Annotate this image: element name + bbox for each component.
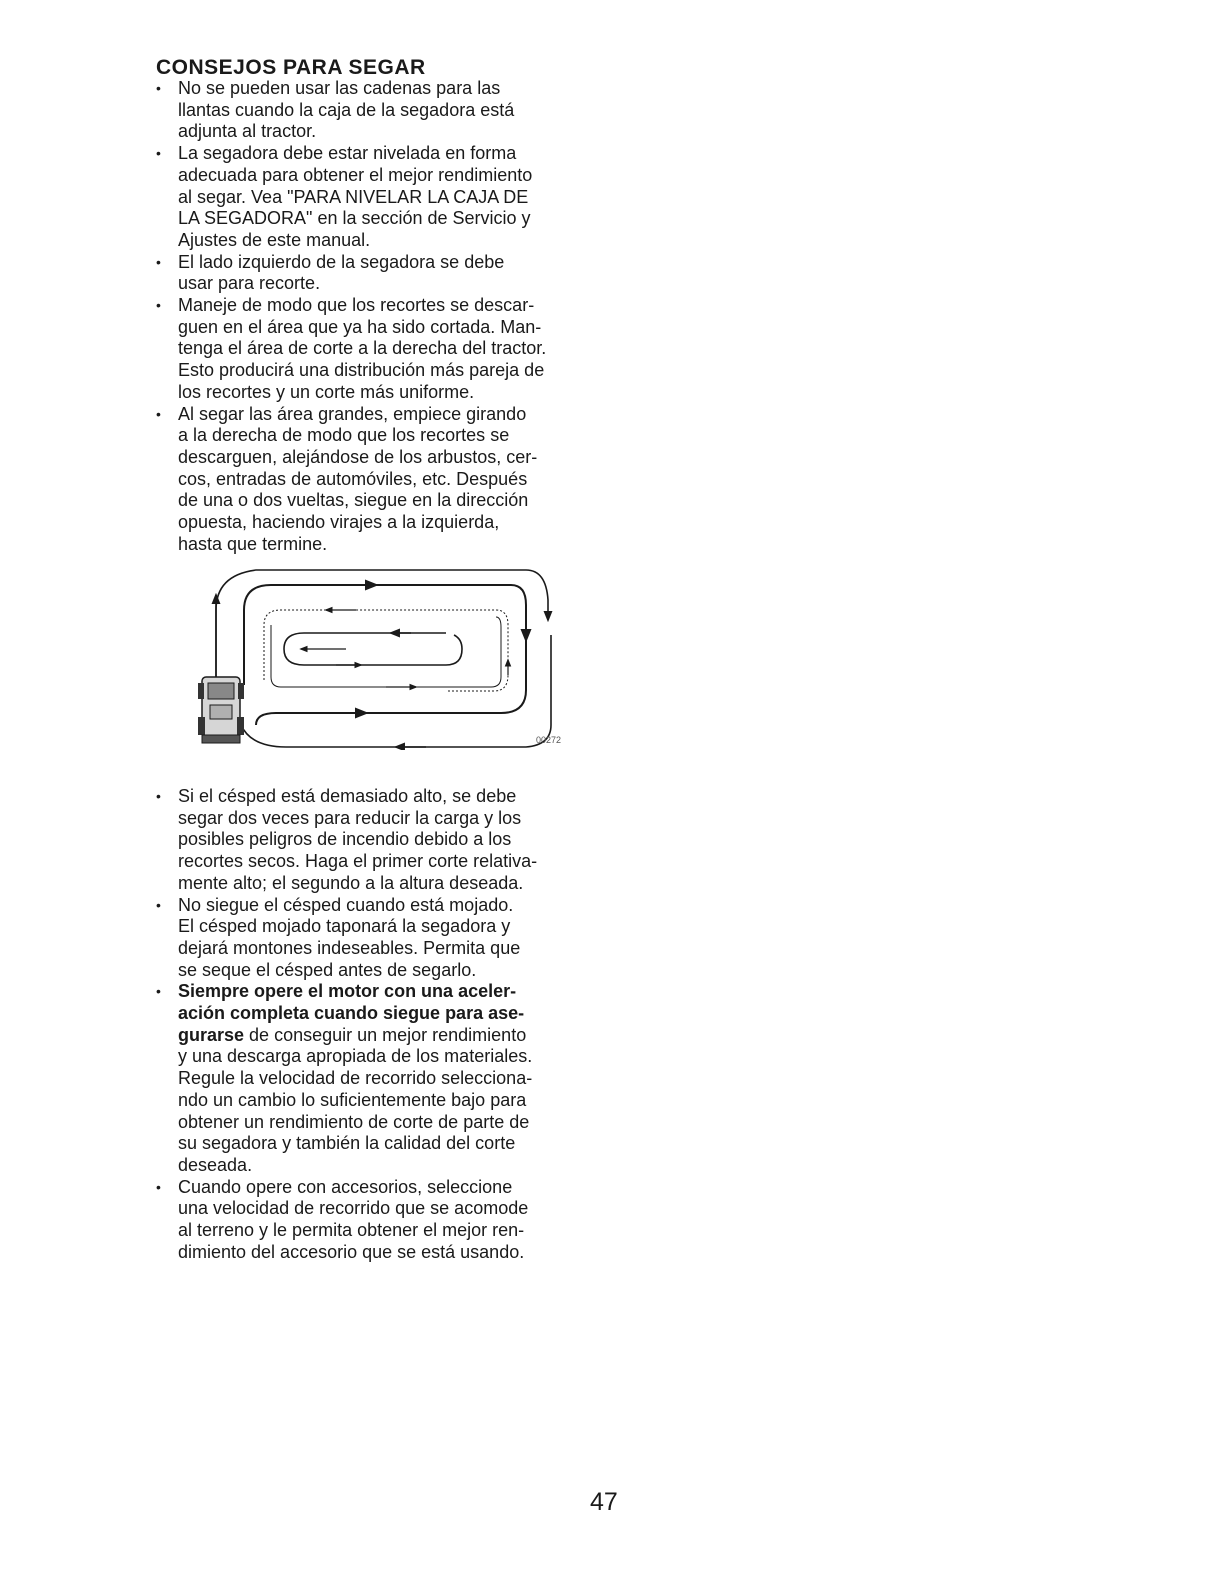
text-line: adjunta al tractor. [178,121,317,142]
text-line: los recortes y un corte más uniforme. [178,381,475,402]
text-line: al terreno y le permita obtener el mejor ren- [178,1220,525,1241]
bold-line: • Siempre opere el motor con una aceler- [178,981,517,1002]
text-line: • Cuando opere con accesorios, seleccione [178,1176,513,1197]
text-line: El césped mojado taponará la segadora y [178,916,511,937]
text-line: tenga el área de corte a la derecha del tractor. [178,338,547,359]
text-line: cos, entradas de automóviles, etc. Después [178,468,528,489]
list-item [156,895,616,982]
mowing-tips-list-bottom [156,786,616,1263]
text-line: descarguen, alejándose de los arbustos, cer- [178,446,538,467]
list-item [156,786,616,895]
text-line: opuesta, haciendo virajes a la izquierda, [178,512,500,533]
dotted-loop-path [264,610,508,691]
text-line: dimiento del accesorio que se está usando. [178,1241,525,1262]
list-item [156,143,616,252]
text-line: una velocidad de recorrido que se acomode [178,1198,529,1219]
list-item [156,404,616,556]
mowing-pattern-diagram [196,565,566,750]
text-line: • No se pueden usar las cadenas para las [178,78,501,98]
bold-word: gurarse [178,1024,245,1045]
text-line: • Maneje de modo que los recortes se descar- [178,295,535,316]
text-line: hasta que termine. [178,533,328,554]
text-line: llantas cuando la caja de la segadora está [178,99,515,120]
text-line: • El lado izquierdo de la segadora se debe [178,251,505,272]
text-line: y una descarga apropiada de los materiales. [178,1046,533,1067]
text-line: dejará montones indeseables. Permita que [178,937,521,958]
list-item [156,252,616,295]
text-line: recortes secos. Haga el primer corte relativa- [178,851,538,872]
text-line: segar dos veces para reducir la carga y los [178,807,522,828]
text-line: usar para recorte. [178,273,321,294]
text-line: Regule la velocidad de recorrido selecciona- [178,1068,533,1089]
text-line: Ajustes de este manual. [178,229,371,250]
mowing-tips-list-top [156,78,616,555]
text-line: • Al segar las área grandes, empiece girando [178,403,527,424]
text-line: deseada. [178,1154,253,1175]
text-line: a la derecha de modo que los recortes se [178,425,510,446]
second-loop-path [244,585,526,725]
text-line: • La segadora debe estar nivelada en forma [178,143,517,164]
text-line: su segadora y también la calidad del corte [178,1133,516,1154]
text-line: ndo un cambio lo suficientemente bajo para [178,1089,527,1110]
text-line: adecuada para obtener el mejor rendimiento [178,164,533,185]
figure-code: 00272 [536,735,562,745]
text-line: guen en el área que ya ha sido cortada. Man- [178,316,542,337]
list-item [156,1177,616,1264]
mixed-line [178,1025,616,1047]
bold-line: ación completa cuando siegue para ase- [178,1003,525,1024]
tractor-icon [198,677,244,743]
text-line: posibles peligros de incendio debido a los [178,829,512,850]
text-line: obtener un rendimiento de corte de parte de [178,1111,530,1132]
list-item [156,78,616,143]
page-title: CONSEJOS PARA SEGAR [156,56,426,79]
inner-loop-path [271,617,501,687]
outer-path-line [216,570,548,680]
outer-right-line [241,635,551,747]
text-line: mente alto; el segundo a la altura deseada. [178,872,524,893]
text-line: • No siegue el césped cuando está mojado. [178,894,514,915]
text-line: • Si el césped está demasiado alto, se debe [178,786,517,806]
list-item [156,981,616,1176]
page-number: 47 [590,1488,618,1516]
text-span: de conseguir un mejor rendimiento [244,1024,527,1045]
text-line: se seque el césped antes de segarlo. [178,959,477,980]
text-line: LA SEGADORA" en la sección de Servicio y [178,208,531,229]
text-line: de una o dos vueltas, siegue en la dirección [178,490,529,511]
text-line: Esto producirá una distribución más pareja de [178,360,545,381]
list-item [156,295,616,404]
text-line: al segar. Vea "PARA NIVELAR LA CAJA DE [178,186,529,207]
